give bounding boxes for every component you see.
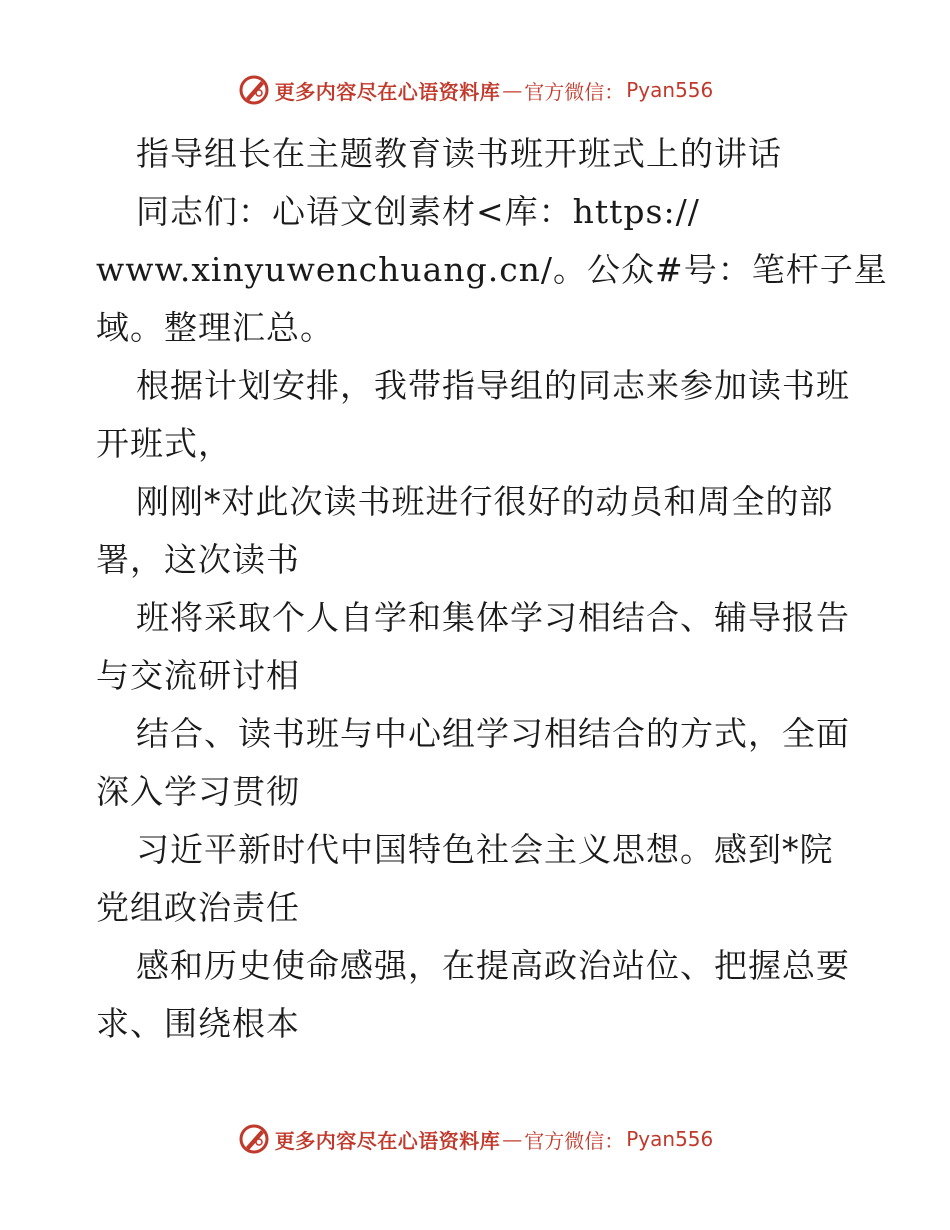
text-line: 根据计划安排，我带指导组的同志来参加读书班 — [136, 366, 850, 405]
header-watermark-banner — [0, 70, 950, 110]
banner-dash: — — [502, 1127, 523, 1151]
pen-circle-logo-icon — [237, 73, 271, 107]
text-line: 域。整理汇总。 — [96, 308, 334, 347]
text-line: 班将采取个人自学和集体学习相结合、辅导报告 — [136, 598, 850, 637]
text-line: 开班式， — [96, 424, 232, 463]
banner-dash: — — [502, 78, 523, 102]
banner-account: Pyan556 — [626, 78, 714, 102]
banner-text: 更多内容尽在心语资料库 — [274, 1128, 501, 1153]
text-line: 署，这次读书 — [96, 540, 300, 579]
text-line: 党组政治责任 — [96, 888, 300, 927]
banner-text: 更多内容尽在心语资料库 — [274, 79, 501, 104]
text-line: www.xinyuwenchuang.cn/。公众#号：笔杆子星 — [96, 250, 888, 289]
text-line: 与交流研讨相 — [96, 656, 300, 695]
footer-watermark-banner — [0, 1119, 950, 1159]
banner-wechat-label: 官方微信： — [524, 1128, 625, 1153]
text-line: 感和历史使命感强，在提高政治站位、把握总要 — [136, 946, 850, 985]
text-line: 习近平新时代中国特色社会主义思想。感到*院 — [136, 830, 834, 869]
text-line: 结合、读书班与中心组学习相结合的方式，全面 — [136, 714, 850, 753]
document-body — [96, 125, 888, 1053]
text-line: 深入学习贯彻 — [96, 772, 300, 811]
text-line: 刚刚*对此次读书班进行很好的动员和周全的部 — [136, 482, 834, 521]
document-title: 指导组长在主题教育读书班开班式上的讲话 — [136, 134, 782, 173]
text-line: 同志们：心语文创素材<库：https:// — [136, 192, 700, 231]
text-line: 求、围绕根本 — [96, 1004, 300, 1043]
banner-account: Pyan556 — [626, 1127, 714, 1151]
pen-circle-logo-icon — [237, 1122, 271, 1156]
banner-wechat-label: 官方微信： — [524, 79, 625, 104]
